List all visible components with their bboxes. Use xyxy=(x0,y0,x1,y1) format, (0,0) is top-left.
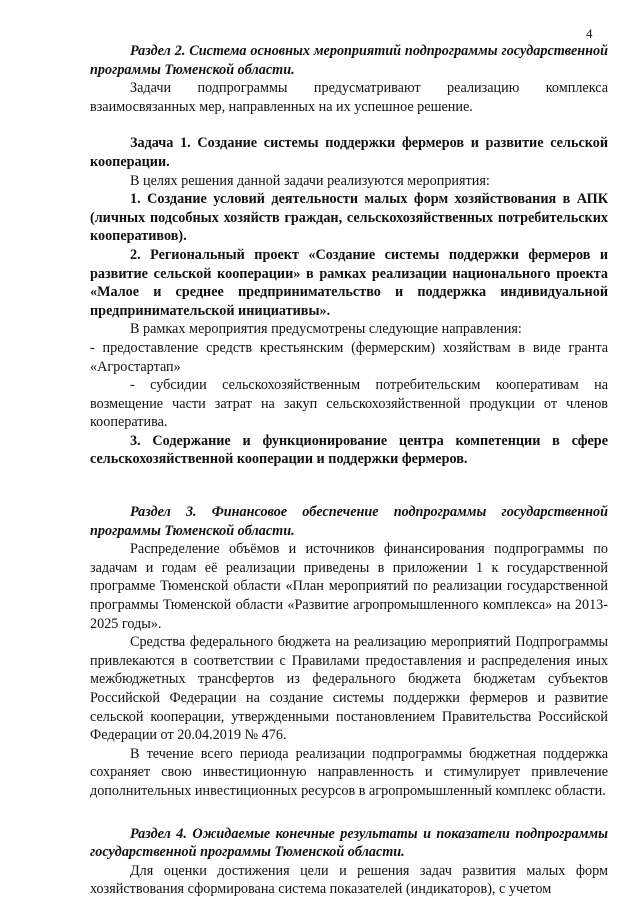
document-body xyxy=(90,42,608,899)
measure-3: 3. Содержание и функционирование центра компетенции в сфере сельскохозяйственной кооперации и поддержки фермеров. xyxy=(90,432,608,468)
section-2-intro: Задачи подпрограммы предусматривают реализацию комплекса взаимосвязанных мер, направленных на их успешное решение. xyxy=(90,80,608,115)
page-number: 4 xyxy=(586,26,593,41)
section-4-paragraph-1: Для оценки достижения цели и решения задач развития малых форм хозяйствования сформирована система показателей (индикаторов), с учетом xyxy=(90,862,608,898)
direction-2: - субсидии сельскохозяйственным потребительским кооперативам на возмещение части затрат на закуп сельскохозяйственной продукции от членов кооператива. xyxy=(90,377,608,431)
direction-1: - предоставление средств крестьянским (фермерским) хозяйствам в виде гранта «Агростартап» xyxy=(90,339,608,375)
task-1-heading: Задача 1. Создание системы поддержки фермеров и развитие сельской кооперации. xyxy=(90,135,608,170)
section-3-paragraph-2: Средства федерального бюджета на реализацию мероприятий Подпрограммы привлекаются в соответствии с Правилами предоставления и распределения иных межбюджетных трансфертов из федерального бюджета бюджетам субъектов Российской Федерации на создание системы поддержки фермеров и развитие сельской кооперации, утвержденными постановлением Правительства Российской Федерации от 20.04.2019 № 476. xyxy=(90,634,608,744)
measure-1: 1. Создание условий деятельности малых форм хозяйствования в АПК (личных подсобных хозяйств граждан, сельскохозяйственных потребительских кооперативов). xyxy=(90,191,608,245)
directions-intro: В рамках мероприятия предусмотрены следующие направления: xyxy=(130,321,522,338)
section-4-heading: Раздел 4. Ожидаемые конечные результаты и показатели подпрограммы государственной программы Тюменской области. xyxy=(90,825,608,861)
section-3-paragraph-1: Распределение объёмов и источников финансирования подпрограммы по задачам и годам её реализации приведены в приложении 1 к государственной программе Тюменской области «План мероприятий по реализации государственной программы Тюменской области «Развитие агропромышленного комплекса» на 2013-2025 годы». xyxy=(90,541,608,632)
spacer xyxy=(90,116,608,134)
measure-2: 2. Региональный проект «Создание системы поддержки фермеров и развитие сельской кооперации» в рамках реализации национального проекта «Малое и среднее предпринимательство и поддержка индивидуальной предпринимательской инициативы». xyxy=(90,246,608,319)
task-1-intro: В целях решения данной задачи реализуются мероприятия: xyxy=(130,172,490,189)
section-3-heading: Раздел 3. Финансовое обеспечение подпрограммы государственной программы Тюменской области. xyxy=(90,504,608,539)
spacer xyxy=(90,801,608,825)
section-2-heading: Раздел 2. Система основных мероприятий подпрограммы государственной программы Тюменской области. xyxy=(90,43,608,78)
spacer xyxy=(90,469,608,503)
section-3-paragraph-3: В течение всего периода реализации подпрограммы бюджетная поддержка сохраняет свою инвестиционную направленность и стимулирует привлечение дополнительных инвестиционных ресурсов в агропромышленный комплекс области. xyxy=(90,745,608,799)
